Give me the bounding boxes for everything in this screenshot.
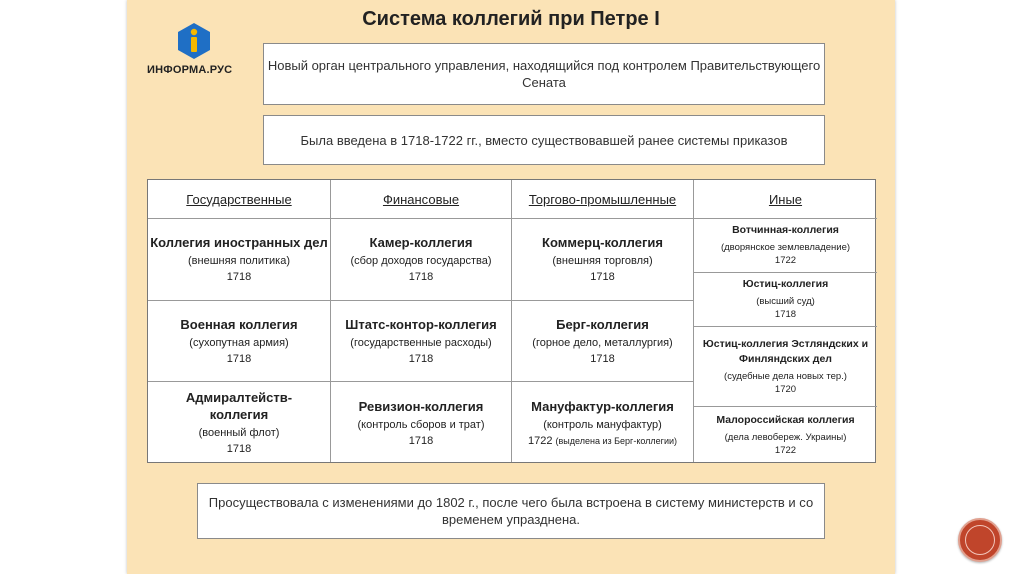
nav-inner-ring [965,525,995,555]
table-cell [148,219,330,301]
slide-title: Система коллегий при Петре I [362,8,660,30]
collegium-note: (внешняя политика) [188,255,290,267]
collegium-note: (сухопутная армия) [189,336,289,349]
collegium-year-line [528,433,677,449]
table-cell [512,219,693,301]
info-logo-icon [177,22,211,60]
collegium-name: Штатс-контор-коллегия [345,316,497,332]
collegium-year: 1722 [527,434,553,447]
column-header: Иные [694,180,877,219]
table-cell [512,382,693,464]
collegium-name: Камер-коллегия [369,235,473,250]
collegium-year: 1718 [226,271,252,283]
collegium-year: 1720 [774,383,797,395]
outcome-text: Просуществовала с изменениями до 1802 г., после чего была встроена в систему министерств и со временем упразднена. [208,495,814,527]
collegium-note: (судебные дела новых тер.) [724,370,847,382]
table-cell [331,219,511,301]
collegium-note: (сбор доходов государства) [350,255,492,267]
collegia-table [147,179,876,463]
collegium-name: Вотчинная-коллегия [732,224,839,236]
collegium-name: Военная коллегия [180,316,298,332]
table-cell [694,219,877,273]
collegium-name: Юстиц-коллегия [742,278,829,290]
collegium-note: (дворянское землевладение) [720,242,851,253]
logo [147,22,257,82]
collegium-name: Коммерц-коллегия [542,235,663,250]
collegium-name: Берг-коллегия [556,316,649,332]
column-state [148,180,331,462]
slide [127,0,895,574]
collegium-name: Ревизион-коллегия [358,398,484,414]
logo-text: ИНФОРМА.РУС [147,64,233,76]
outcome-box [197,483,825,539]
definition-text: Новый орган центрального управления, находящийся под контролем Правительствующего Сената [267,58,821,90]
collegium-note: (контроль сборов и трат) [357,418,485,431]
collegium-year: 1718 [774,309,797,320]
table-cell [331,382,511,464]
collegium-year: 1718 [408,434,434,447]
table-cell [148,301,330,382]
table-cell [512,301,693,382]
collegium-name: Коллегия иностранных дел [150,235,328,250]
definition-box [263,43,825,105]
collegium-note: (дела левобереж. Украины) [724,432,847,443]
introduction-text: Была введена в 1718-1722 гг., вместо существовавшей ранее системы приказов [300,132,788,148]
collegium-name: Юстиц-коллегия Эстляндских и Финляндских дел [702,337,869,365]
collegium-note: (высший суд) [756,296,815,307]
collegium-year: 1722 [774,445,797,456]
collegium-note: (внешняя торговля) [552,255,653,267]
column-other [694,180,877,462]
column-header: Торгово-промышленные [512,180,693,219]
collegium-year: 1718 [408,352,434,365]
collegium-year: 1722 [774,255,797,266]
collegium-note: (горное дело, металлургия) [532,336,673,349]
collegium-note: (государственные расходы) [350,336,492,349]
collegium-name: Адмиралтейств-коллегия [185,390,293,422]
column-header: Государственные [148,180,330,219]
collegium-year: 1718 [226,443,252,455]
table-cell [694,273,877,327]
table-cell [331,301,511,382]
slide-nav-circle-icon[interactable] [958,518,1002,562]
table-cell [694,327,877,407]
collegium-year-extra: (выделена из Берг-коллегии) [555,435,678,446]
column-finance [331,180,512,462]
column-header: Финансовые [331,180,511,219]
collegium-name: Мануфактур-коллегия [531,398,674,414]
collegium-name: Малороссийская коллегия [716,414,855,426]
collegium-note: (военный флот) [198,427,280,439]
collegium-year: 1718 [590,271,615,283]
collegium-note: (контроль мануфактур) [543,418,662,431]
collegium-year: 1718 [226,352,252,365]
table-cell [148,382,330,464]
collegium-year: 1718 [590,352,615,365]
collegium-year: 1718 [408,271,434,283]
introduction-box [263,115,825,165]
column-trade-industry [512,180,694,462]
table-cell [694,407,877,464]
